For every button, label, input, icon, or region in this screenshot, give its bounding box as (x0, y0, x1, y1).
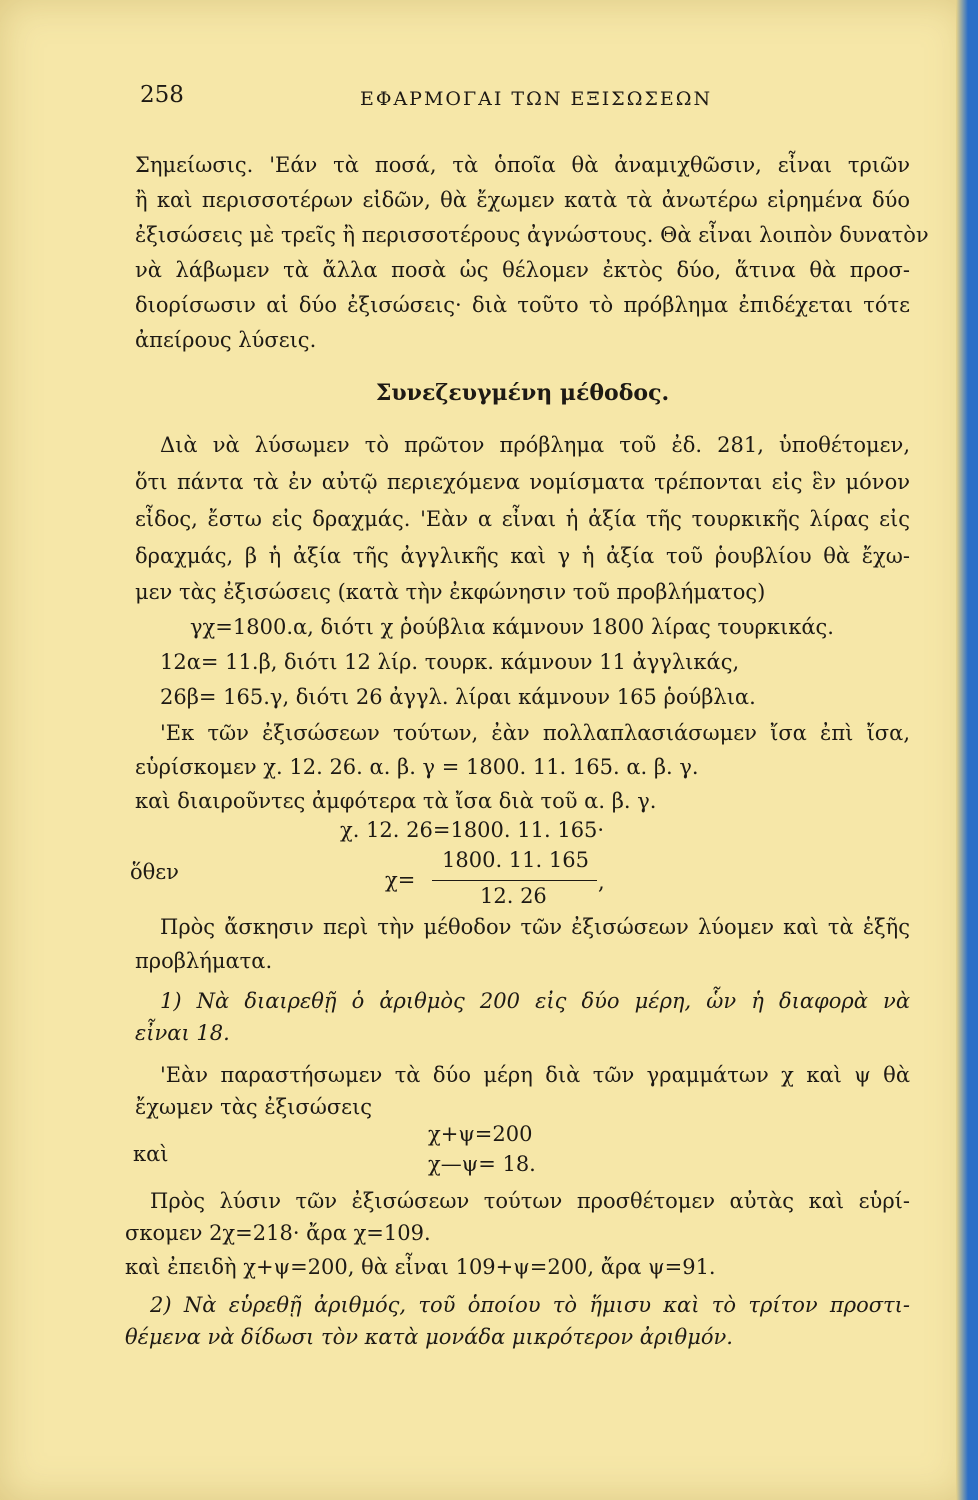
method-line: εἶδος, ἔστω εἰς δραχμάς. 'Εὰν α εἶναι ἡ ἀξία τῆς τουρκικῆς λίρας εἰς (135, 507, 910, 531)
problem-2-line: θέμενα νὰ δίδωσι τὸν κατὰ μονάδα μικρότερον ἀριθμόν. (125, 1325, 733, 1349)
and-word: καὶ (133, 1142, 169, 1166)
running-title: ΕΦΑΡΜΟΓΑΙ ΤΩΝ ΕΞΙΣΩΣΕΩΝ (360, 88, 713, 110)
problem-1-final-line: Πρὸς λύσιν τῶν ἐξισώσεων τούτων προσθέτομεν αὐτὰς καὶ εὑρί- (150, 1189, 910, 1213)
note-line: νὰ λάβωμεν τὰ ἄλλα ποσὰ ὡς θέλομεν ἐκτὸς δύο, ἅτινα θὰ προσ- (135, 258, 910, 282)
problem-1-final-line: καὶ ἐπειδὴ χ+ψ=200, θὰ εἶναι 109+ψ=200, ἄρα ψ=91. (125, 1255, 716, 1279)
note-line: διορίσωσιν αἱ δύο ἐξισώσεις· διὰ τοῦτο τὸ πρόβλημα ἐπιδέχεται τότε (135, 293, 910, 317)
page-edge (956, 0, 968, 1500)
note-line: ἢ καὶ περισσοτέρων εἰδῶν, θὰ ἔχωμεν κατὰ τὰ ἀνωτέρω εἰρημένα δύο (135, 188, 910, 212)
exercise-intro-line: Πρὸς ἄσκησιν περὶ τὴν μέθοδον τῶν ἐξισώσεων λύομεν καὶ τὰ ἑξῆς (160, 915, 910, 939)
method-line: εὑρίσκομεν χ. 12. 26. α. β. γ = 1800. 11. 165. α. β. γ. (135, 755, 699, 779)
problem-1-solution-line: ἔχωμεν τὰς ἐξισώσεις (135, 1095, 373, 1119)
method-line: μεν τὰς ἐξισώσεις (κατὰ τὴν ἐκφώνησιν τοῦ προβλήματος) (135, 580, 766, 604)
fraction-comma: , (598, 870, 605, 894)
equation-line: 26β= 165.γ, διότι 26 ἀγγλ. λίραι κάμνουν 165 ῥούβλια. (160, 685, 756, 709)
problem-1-line: 1) Νὰ διαιρεθῇ ὁ ἀριθμὸς 200 εἰς δύο μέρη, ὧν ἡ διαφορὰ νὰ (160, 989, 910, 1013)
section-title: Συνεζευγμένη μέθοδος. (375, 380, 670, 406)
problem-1-final-line: σκομεν 2χ=218· ἄρα χ=109. (125, 1221, 431, 1245)
equation-sum: χ+ψ=200 (428, 1122, 533, 1146)
method-line: 'Εκ τῶν ἐξισώσεων τούτων, ἐὰν πολλαπλασιάσωμεν ἴσα ἐπὶ ἴσα, (160, 721, 910, 745)
problem-1-solution-line: 'Εὰν παραστήσωμεν τὰ δύο μέρη διὰ τῶν γραμμάτων χ καὶ ψ θὰ (160, 1063, 910, 1087)
equation-line: γχ=1800.α, διότι χ ῥούβλια κάμνουν 1800 λίρας τουρκικάς. (190, 615, 834, 639)
page-header (140, 82, 888, 118)
product-equation: χ. 12. 26=1800. 11. 165· (340, 818, 605, 842)
fraction-denominator: 12. 26 (480, 884, 547, 908)
note-line: ἀπείρους λύσεις. (135, 328, 317, 352)
method-line: καὶ διαιροῦντες ἀμφότερα τὰ ἴσα διὰ τοῦ α. β. γ. (135, 789, 657, 813)
hence-word: ὅθεν (130, 860, 179, 884)
problem-1-line: εἶναι 18. (135, 1021, 230, 1045)
fraction-bar (432, 880, 597, 881)
problem-2-line: 2) Νὰ εὑρεθῇ ἀριθμός, τοῦ ὁποίου τὸ ἥμισυ καὶ τὸ τρίτον προστι- (150, 1293, 910, 1317)
exercise-intro-line: προβλήματα. (135, 949, 273, 973)
method-line: ὅτι πάντα τὰ ἐν αὐτῷ περιεχόμενα νομίσματα τρέπονται εἰς ἓν μόνον (135, 470, 910, 494)
method-line: Διὰ νὰ λύσωμεν τὸ πρῶτον πρόβλημα τοῦ ἐδ. 281, ὑποθέτομεν, (160, 433, 910, 457)
method-line: δραχμάς, β ἡ ἀξία τῆς ἀγγλικῆς καὶ γ ἡ ἀξία τοῦ ῥουβλίου θὰ ἔχω- (135, 544, 910, 568)
fraction-lhs: χ= (385, 868, 416, 892)
fraction-numerator: 1800. 11. 165 (442, 848, 589, 872)
equation-difference: χ—ψ= 18. (428, 1152, 536, 1176)
note-line: ἐξισώσεις μὲ τρεῖς ἢ περισσοτέρους ἀγνώστους. Θὰ εἶναι λοιπὸν δυνατὸν (135, 223, 929, 247)
page-number: 258 (140, 82, 184, 108)
note-line: Σημείωσις. 'Εάν τὰ ποσά, τὰ ὁποῖα θὰ ἀναμιχθῶσιν, εἶναι τριῶν (135, 153, 910, 177)
equation-line: 12α= 11.β, διότι 12 λίρ. τουρκ. κάμνουν 11 ἀγγλικάς, (160, 650, 740, 674)
